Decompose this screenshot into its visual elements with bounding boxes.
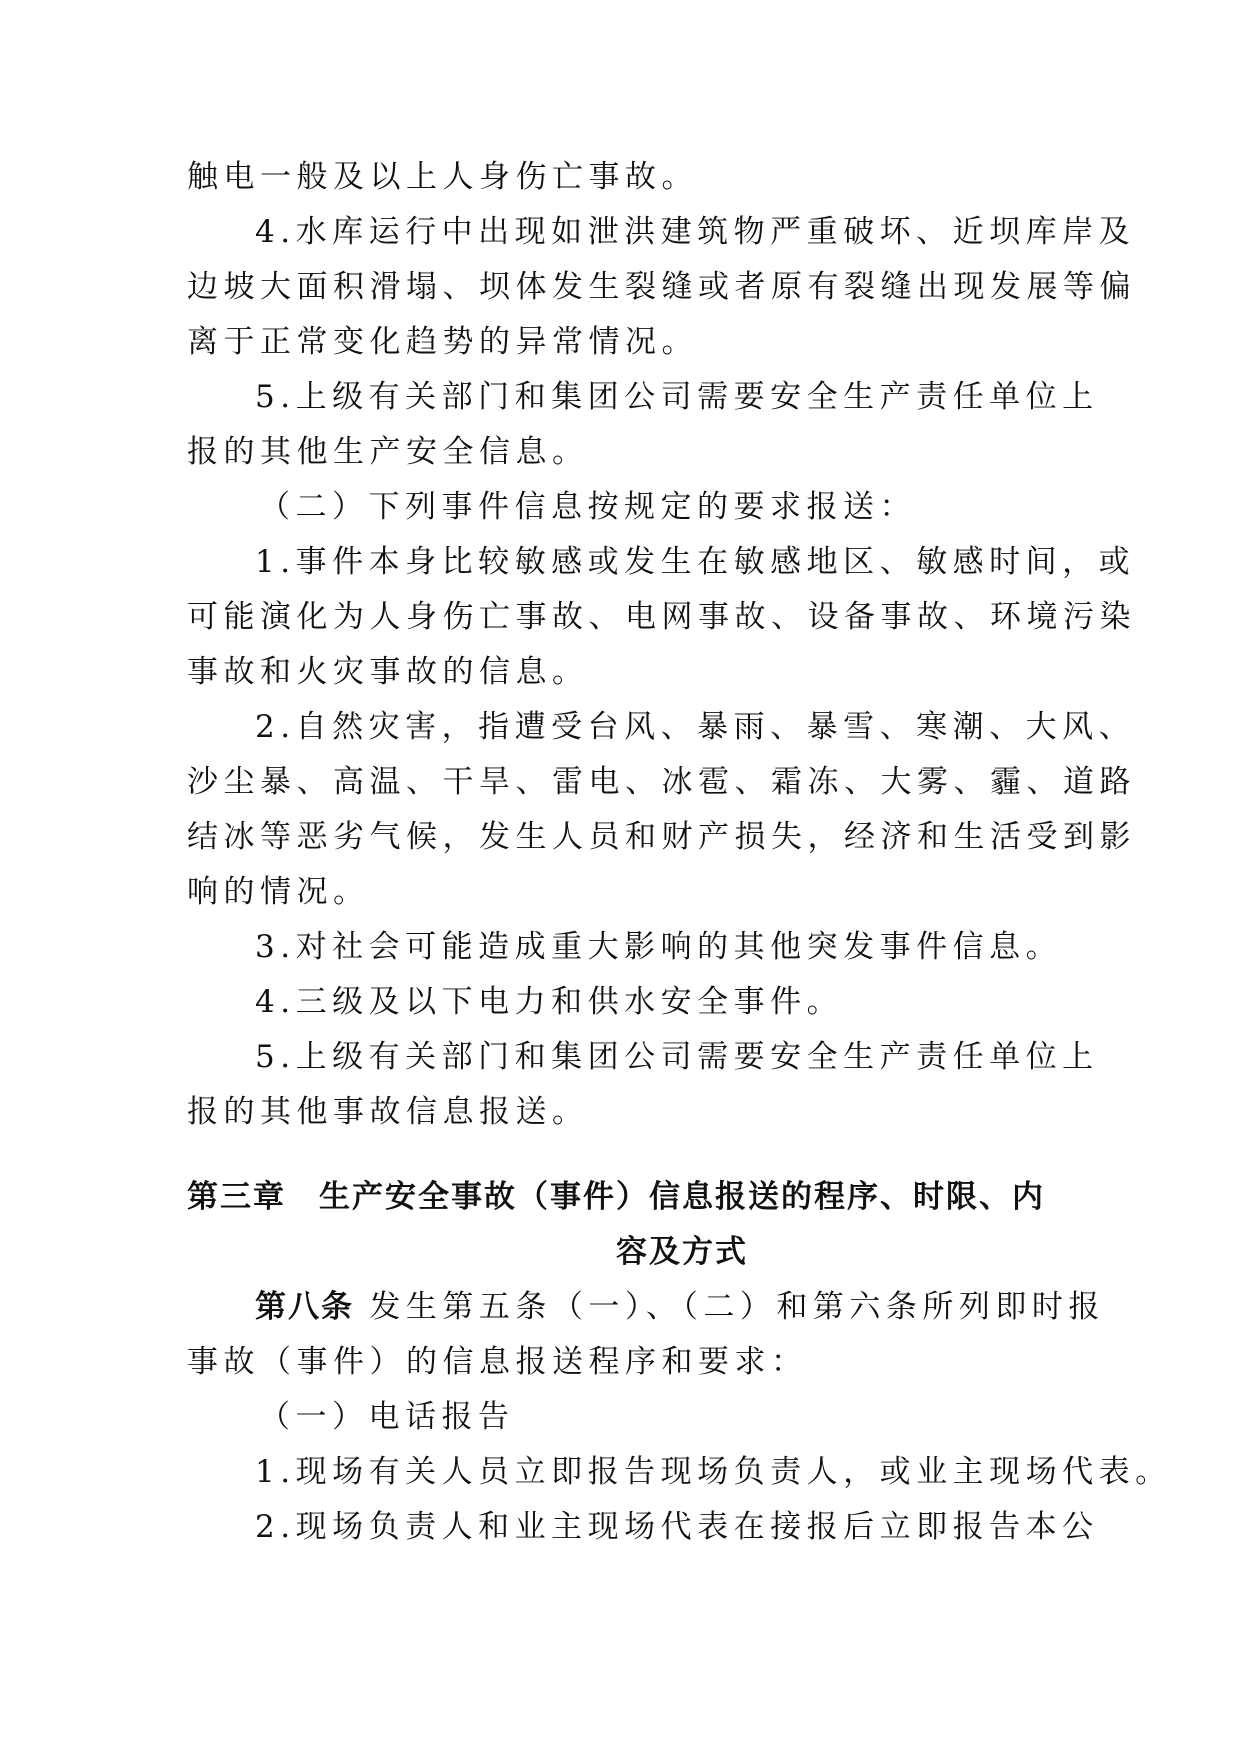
- text-line: 4.三级及以下电力和供水安全事件。: [255, 984, 844, 1020]
- text-line: 离于正常变化趋势的异常情况。: [187, 324, 698, 360]
- text-line: 1.现场有关人员立即报告现场负责人，或业主现场代表。: [255, 1454, 1172, 1490]
- text-line: 结冰等恶劣气候，发生人员和财产损失，经济和生活受到影: [187, 819, 1136, 855]
- text-line: 沙尘暴、高温、干旱、雷电、冰雹、霜冻、大雾、霾、道路: [187, 764, 1136, 800]
- text-line: 4.水库运行中出现如泄洪建筑物严重破坏、近坝库岸及: [255, 214, 1136, 250]
- text-line: 响的情况。: [187, 874, 370, 910]
- text-line: 5.上级有关部门和集团公司需要安全生产责任单位上: [255, 1039, 1099, 1075]
- article-paragraph: [187, 1280, 1105, 1335]
- text-line: 5.上级有关部门和集团公司需要安全生产责任单位上: [255, 379, 1099, 415]
- text-line: 2.自然灾害，指遭受台风、暴雨、暴雪、寒潮、大风、: [255, 709, 1136, 745]
- chapter-title: 第三章 生产安全事故（事件）信息报送的程序、时限、内: [187, 1179, 1045, 1215]
- text-line: 报的其他生产安全信息。: [187, 434, 589, 470]
- section-subheading: （一）电话报告: [259, 1399, 515, 1435]
- chapter-title-continued: 容及方式: [616, 1234, 748, 1270]
- text-line: 触电一般及以上人身伤亡事故。: [187, 159, 698, 195]
- document-page: [187, 150, 1172, 1555]
- section-subheading: （二）下列事件信息按规定的要求报送：: [259, 489, 916, 525]
- text-line: 2.现场负责人和业主现场代表在接报后立即报告本公: [255, 1509, 1099, 1545]
- article-label: 第八条: [255, 1289, 354, 1325]
- text-line: 事故（事件）的信息报送程序和要求：: [187, 1344, 808, 1380]
- spacer: [187, 1140, 1057, 1170]
- text-line: 3.对社会可能造成重大影响的其他突发事件信息。: [255, 929, 1063, 965]
- article-text: 发生第五条（一）、（二）和第六条所列即时报: [354, 1289, 1105, 1325]
- text-line: 边坡大面积滑塌、坝体发生裂缝或者原有裂缝出现发展等偏: [187, 269, 1136, 305]
- text-line: 报的其他事故信息报送。: [187, 1094, 589, 1130]
- text-line: 1.事件本身比较敏感或发生在敏感地区、敏感时间，或: [255, 544, 1136, 580]
- text-line: 事故和火灾事故的信息。: [187, 654, 589, 690]
- text-line: 可能演化为人身伤亡事故、电网事故、设备事故、环境污染: [187, 599, 1136, 635]
